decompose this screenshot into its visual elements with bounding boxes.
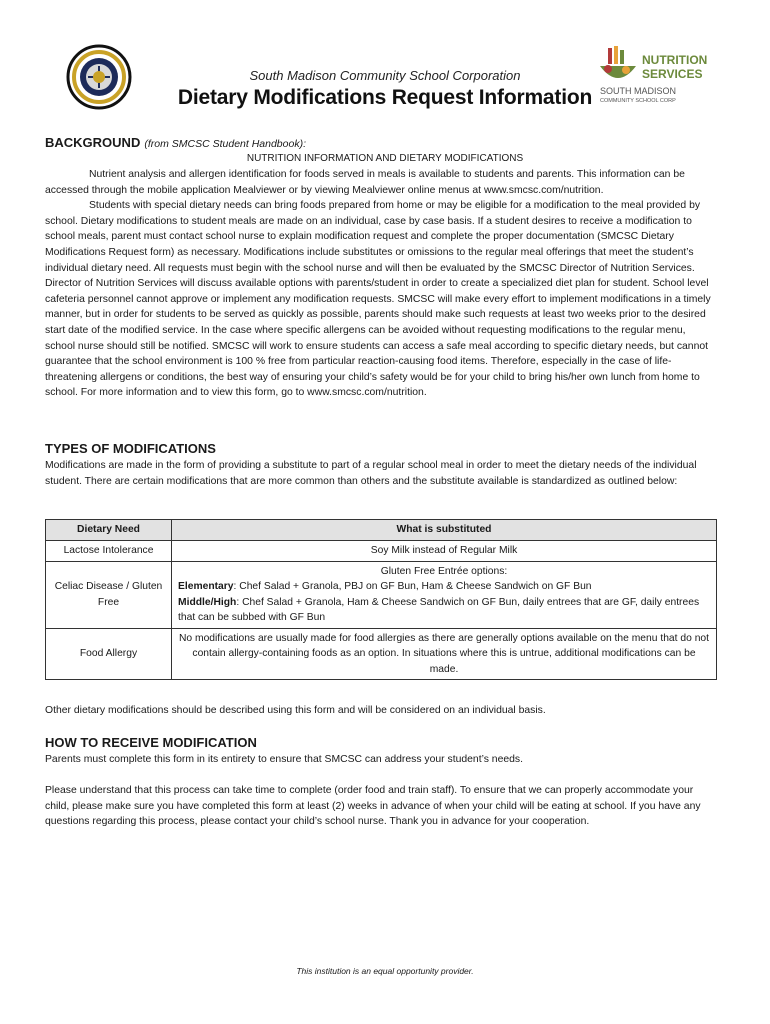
sub-food-allergy: No modifications are usually made for food allergies as there are generally options available on the menu that do not contain allergy-containing foods as an option. In situations where this is untrue, additional modifications can be made. bbox=[172, 628, 717, 680]
need-food-allergy: Food Allergy bbox=[46, 628, 172, 680]
celiac-sub-title: Gluten Free Entrée options: bbox=[380, 565, 508, 577]
need-lactose: Lactose Intolerance bbox=[46, 540, 172, 561]
table-row bbox=[46, 561, 717, 628]
background-source: (from SMCSC Student Handbook): bbox=[144, 138, 306, 150]
sub-lactose: Soy Milk instead of Regular Milk bbox=[172, 540, 717, 561]
celiac-elementary bbox=[178, 579, 710, 595]
organization-name: South Madison Community School Corporation bbox=[249, 68, 521, 83]
table-row bbox=[46, 540, 717, 561]
column-header-substituted: What is substituted bbox=[172, 520, 717, 541]
need-celiac: Celiac Disease / Gluten Free bbox=[46, 561, 172, 628]
nutrition-subheading: NUTRITION INFORMATION AND DIETARY MODIFICATIONS bbox=[246, 153, 524, 164]
sub-celiac bbox=[172, 561, 717, 628]
background-paragraph-1: Nutrient analysis and allergen identification for foods served in meals is available to students and parents. This information can be accessed through the mobile application Mealviewer or by viewing Mealviewer online menus at www.smcsc.com/nutrition. bbox=[45, 169, 685, 196]
celiac-elementary-text: : Chef Salad + Granola, PBJ on GF Bun, Ham & Cheese Sandwich on GF Bun bbox=[233, 581, 592, 592]
celiac-elementary-label: Elementary bbox=[178, 581, 234, 592]
logo-line-3: SOUTH MADISON bbox=[600, 86, 677, 96]
equal-opportunity-footer: This institution is an equal opportunity provider. bbox=[296, 966, 474, 976]
types-intro: Modifications are made in the form of providing a substitute to part of a regular school meal in order to meet the dietary needs of the individual student. There are certain modifications that are more common than others and the substitute available is standardized as outlined below: bbox=[45, 460, 697, 487]
celiac-middle-high-label: Middle/High bbox=[178, 596, 237, 608]
logo-line-2: SERVICES bbox=[642, 67, 703, 81]
celiac-middle-high bbox=[178, 595, 710, 626]
background-body bbox=[45, 167, 717, 401]
page-title: Dietary Modifications Request Information bbox=[177, 86, 593, 109]
how-paragraph-2: Please understand that this process can take time to complete (order food and train staff). To ensure that we can properly accommodate your child, please make sure you have completed this form at least (2) weeks in advance of when your child will be eating at school. If you have any questions regarding this process, please contact your child’s school nurse. Thank you in advance for your cooperation. bbox=[45, 785, 701, 828]
background-heading-text: BACKGROUND bbox=[45, 135, 141, 150]
how-paragraph-1: Parents must complete this form in its entirety to ensure that SMCSC can address your student’s needs. bbox=[45, 754, 523, 765]
logo-line-4: COMMUNITY SCHOOL CORP bbox=[600, 98, 676, 104]
logo-line-1: NUTRITION bbox=[642, 53, 708, 67]
table-header-row bbox=[46, 520, 717, 541]
modifications-table bbox=[45, 519, 717, 680]
table-row bbox=[46, 628, 717, 680]
types-heading: TYPES OF MODIFICATIONS bbox=[45, 441, 216, 456]
background-heading bbox=[45, 135, 306, 150]
background-paragraph-2: Students with special dietary needs can bring foods prepared from home or may be eligible for a modification to the meal provided by school. Dietary modifications to student meals are made on an individual, case by case basis. If a student desires to receive a modification to school meals, parent must contact school nurse to explain modification request and complete the proper documentation (SMCSC Dietary Modifications Request form) as necessary. Modifications include substitutes or omissions to the regular meal offerings that meet the student’s individual dietary need. All requests must begin with the school nurse and will then be evaluated by the SMCSC Director of Nutrition Services. Director of Nutrition Services will discuss available options with parents/student in order to create a specialized diet plan for student. School level cafeteria personnel cannot approve or implement any modification requests. SMCSC will make every effort to implement modifications in a timely manner, but in order for students to be served as quickly as possible, parents should make such requests at least two weeks prior to the desired start date of the modified service. In the case where specific allergens can be avoided without requesting modifications to the regular menu, school nurse should still be notified. SMCSC will work to ensure students can access a safe meal according to specific dietary needs, but cannot guarantee that the school environment is 100 % free from particular reaction-causing food items. Therefore, especially in the case of life-threatening allergens or conditions, the best way of ensuring your child’s safety would be for your child to bring his/her own lunch from home to school. For more information and to view this form, go to www.smcsc.com/nutrition. bbox=[45, 200, 711, 399]
other-modifications-note: Other dietary modifications should be described using this form and will be considered on an individual basis. bbox=[45, 705, 546, 716]
how-heading: HOW TO RECEIVE MODIFICATION bbox=[45, 735, 257, 750]
column-header-dietary-need: Dietary Need bbox=[46, 520, 172, 541]
celiac-middle-high-text: : Chef Salad + Granola, Ham & Cheese Sandwich on GF Bun, daily entrees that are GF, daily entrees that can be subbed with GF Bun bbox=[178, 596, 700, 623]
